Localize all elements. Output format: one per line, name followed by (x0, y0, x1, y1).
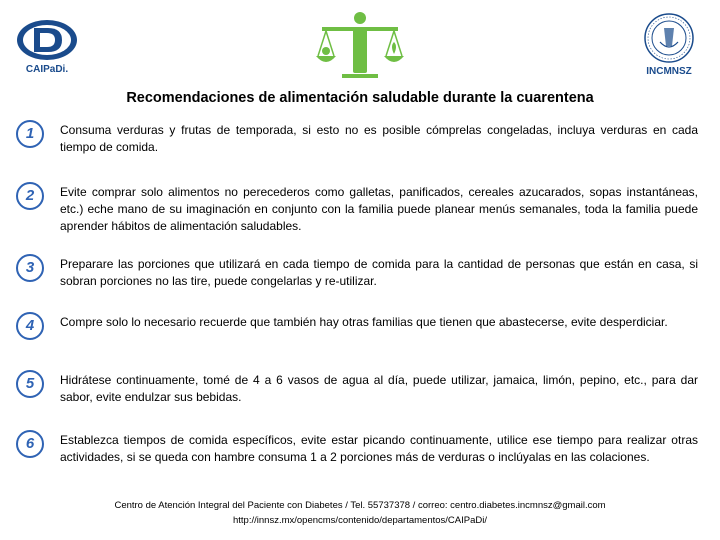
recommendation-text-2: Evite comprar solo alimentos no perecederos como galletas, panificados, cereales azucarados, sopas instantáneas, etc.) eche mano de su imaginación en conjunto con la familia puede planear menús semanales, toda la familia puede aprender hábitos de alimentación saludables. (60, 185, 698, 233)
number-badge-2: 2 (16, 182, 44, 210)
balance-scale-icon (312, 8, 408, 80)
recommendation-text-6: Establezca tiempos de comida específicos, evite estar picando continuamente, utilice ese tiempo para realizar otras actividades, si se queda con hambre consuma 1 a 2 porciones más de verduras o inclúyalas en las colaciones. (60, 433, 698, 464)
number-badge-4: 4 (16, 312, 44, 340)
number-badge-5: 5 (16, 370, 44, 398)
number-badge-3: 3 (16, 254, 44, 282)
caipadi-logo (14, 18, 84, 80)
footer-contact: Centro de Atención Integral del Paciente con Diabetes / Tel. 55737378 / correo: centro.diabetes.incmnsz@gmail.com (114, 500, 606, 511)
incmnsz-logo-text: INCMNSZ (646, 66, 692, 77)
recommendation-text-4: Compre solo lo necesario recuerde que también hay otras familias que tienen que abastecerse, evite desperdiciar. (60, 315, 668, 329)
caipadi-logo-icon (14, 18, 80, 64)
caipadi-logo-text: CAIPaDi. (25, 64, 69, 75)
recommendation-text-3: Preparare las porciones que utilizará en cada tiempo de comida para la cantidad de personas que están en casa, si sobran porciones no las tire, puede congelarlas y re-utilizar. (60, 257, 698, 288)
page-title: Recomendaciones de alimentación saludable durante la cuarentena (126, 90, 594, 106)
incmnsz-seal-icon (634, 12, 704, 66)
recommendation-text-1: Consuma verduras y frutas de temporada, si esto no es posible cómprelas congeladas, incluya verduras en cada tiempo de comida. (60, 123, 698, 154)
footer (0, 498, 720, 528)
number-badge-1: 1 (16, 120, 44, 148)
footer-url[interactable]: http://innsz.mx/opencms/contenido/departamentos/CAIPaDi/ (233, 515, 487, 526)
number-badge-6: 6 (16, 430, 44, 458)
incmnsz-logo (634, 12, 704, 82)
recommendation-text-5: Hidrátese continuamente, tomé de 4 a 6 vasos de agua al día, puede utilizar, jamaica, limón, pepino, etc., para dar sabor, evite endulzar sus bebidas. (60, 373, 698, 404)
